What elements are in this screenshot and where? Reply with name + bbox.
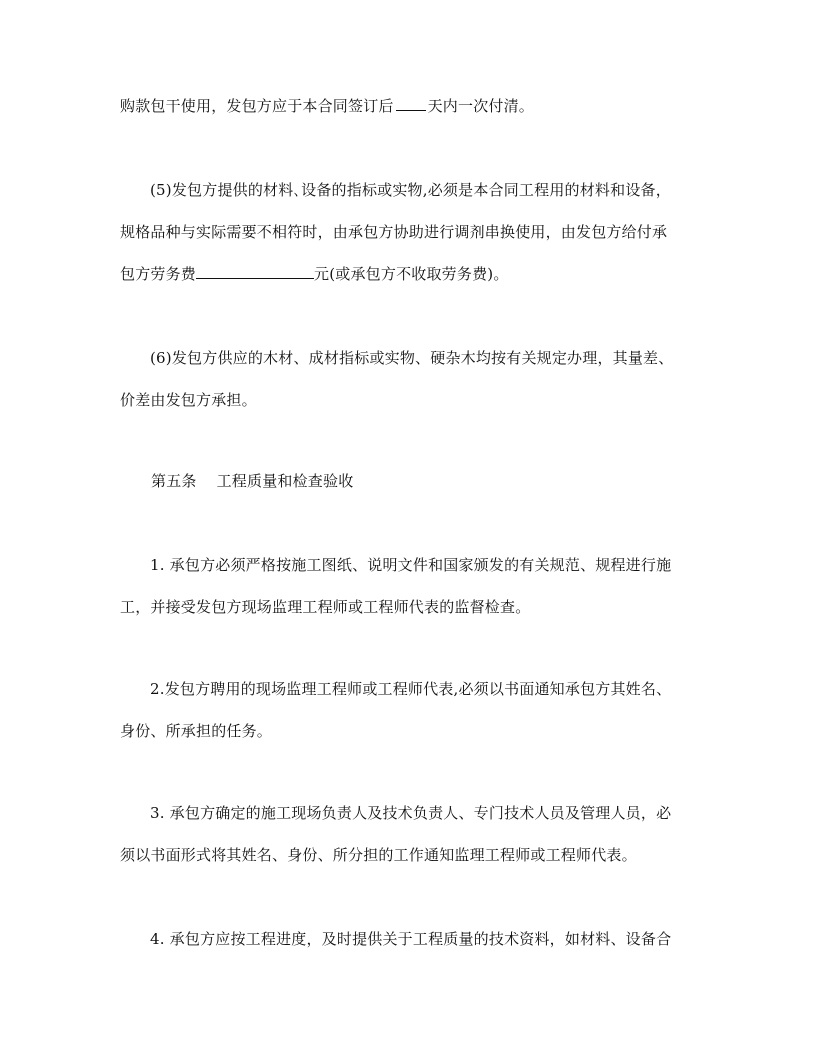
payment-text-before: 购款包干使用，发包方应于本合同签订后 bbox=[120, 97, 394, 115]
clause-5-line-3 bbox=[120, 264, 509, 284]
payment-text-after: 天内一次付清。 bbox=[427, 97, 535, 115]
paragraph-payment-line bbox=[120, 96, 534, 116]
labor-fee-blank bbox=[196, 264, 314, 279]
labor-fee-text-before: 包方劳务费 bbox=[120, 265, 197, 283]
labor-fee-text-after: 元(或承包方不收取劳务费)。 bbox=[314, 265, 509, 283]
clause-5-line-2: 规格品种与实际需要不相符时，由承包方协助进行调剂串换使用，由发包方给付承 bbox=[120, 223, 668, 241]
days-blank bbox=[396, 96, 426, 111]
clause-6-line-2: 价差由发包方承担。 bbox=[120, 391, 257, 409]
item-2-line-2: 身份、所承担的任务。 bbox=[120, 722, 273, 740]
item-1-line-2: 工，并接受发包方现场监理工程师或工程师代表的监督检查。 bbox=[120, 598, 531, 616]
item-2-line-1: 2.发包方聘用的现场监理工程师或工程师代表,必须以书面通知承包方其姓名、 bbox=[150, 680, 672, 698]
item-4-line-1: 4. 承包方应按工程进度，及时提供关于工程质量的技术资料，如材料、设备合 bbox=[150, 930, 672, 948]
article-title: 工程质量和检查验收 bbox=[216, 472, 354, 490]
article-number: 第五条 bbox=[151, 472, 197, 490]
item-3-line-2: 须以书面形式将其姓名、身份、所分担的工作通知监理工程师或工程师代表。 bbox=[120, 846, 637, 864]
article-5-heading bbox=[151, 471, 353, 491]
clause-5-line-1: (5)发包方提供的材料､设备的指标或实物,必须是本合同工程用的材料和设备， bbox=[150, 181, 671, 199]
item-1-line-1: 1. 承包方必须严格按施工图纸、说明文件和国家颁发的有关规范、规程进行施 bbox=[150, 556, 672, 574]
item-3-line-1: 3. 承包方确定的施工现场负责人及技术负责人、专门技术人员及管理人员，必 bbox=[150, 804, 672, 822]
clause-6-line-1: (6)发包方供应的木材、成材指标或实物、硬杂木均按有关规定办理，其量差、 bbox=[150, 349, 674, 367]
